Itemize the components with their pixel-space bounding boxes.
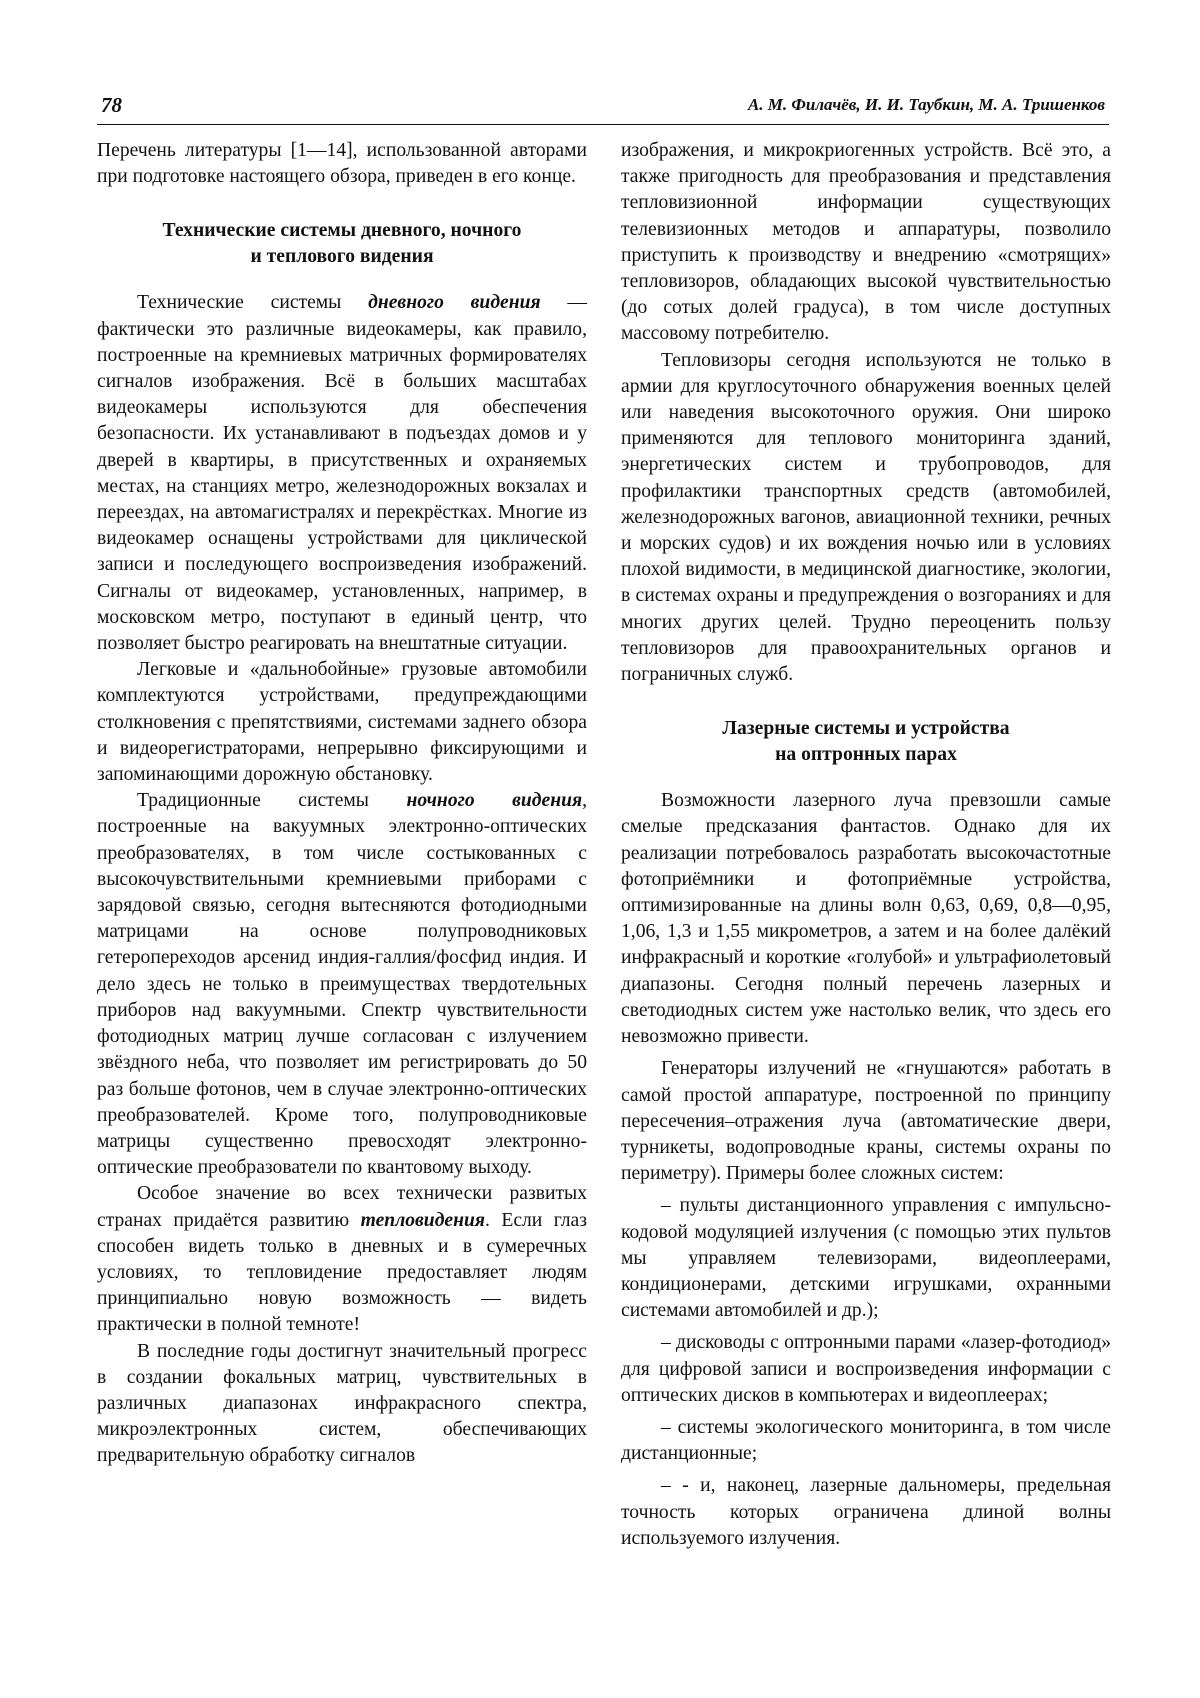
list-item: – системы экологического мониторинга, в том числе дистанционные; [621,1416,1111,1465]
paragraph-progress: В последние годы достигнут значительный прогресс в создании фокальных матриц, чувствительных в различных диапазонах инфракрасного спектра, микроэлектронных систем, обеспечивающих предварительную обработку сигналов [97,1340,587,1467]
list-item: – дисководы с оптронными парами «лазер-фотодиод» для цифровой записи и воспроизведения информации с оптических дисков в компьютерах и видеоплеерах; [621,1332,1111,1406]
section-title-line: Лазерные системы и устройства [722,718,1010,740]
list-item: – пульты дистанционного управления с импульсно-кодовой модуляцией излучения (с помощью этих пультов мы управляем телевизорами, видеоплеерами, кондиционерами, детскими игрушками, охранными системами автомобилей и др.); [621,1195,1111,1322]
section-title-line: на оптронных парах [775,744,957,766]
section-title-vision-systems [97,218,587,270]
paragraph-thermal-imagers: Тепловизоры сегодня используются не только в армии для круглосуточного обнаружения военных целей или наведения высокоточного оружия. Они широко применяются для теплового мониторинга зданий, энергетических систем и трубопроводов, для профилактики транспортных средств (автомобилей, железнодорожных вагонов, авиационной техники, речных и морских судов) и их вождения ночью или в условиях плохой видимости, в медицинской диагностике, экологии, в системах охраны и предупреждения о возгораниях и для многих других целей. Трудно переоценить пользу тепловизоров для правоохранительных органов и пограничных служб. [621,349,1111,686]
header-rule [97,124,1109,125]
paragraph-vehicles: Легковые и «дальнобойные» грузовые автомобили комплектуются устройствами, предупреждающими столкновения с препятствиями, системами заднего обзора и видеорегистраторами, непрерывно фиксирующими и запоминающими дорожную обстановку. [97,659,587,786]
left-column [97,138,587,1470]
paragraph-thermal-vision: Особое значение во всех технически развитых странах придаётся развитию тепловидения. Если глаз способен видеть только в дневных и в сумеречных условиях, то тепловидение предоставляет людям принципиально новую возможность — видеть практически в полной темноте! [97,1183,587,1336]
right-column [621,138,1111,1552]
section-title-line: Технические системы дневного, ночного [162,220,522,242]
term-thermal-vision: тепловидения [360,1209,485,1231]
paragraph-generators: Генераторы излучений не «гнушаются» работать в самой простой аппаратуре, построенной по принципу пересечения–отражения луча (автоматические двери, турникеты, водопроводные краны, системы охраны по периметру). Примеры более сложных систем: [621,1058,1111,1185]
intro-paragraph: Перечень литературы [1—14], использованной авторами при подготовке настоящего обзора, приведен в его конце. [97,140,587,188]
running-head-authors: А. М. Филачёв, И. И. Таубкин, М. А. Тришенков [747,95,1105,114]
paragraph-continuation: изображения, и микрокриогенных устройств. Всё это, а также пригодность для преобразования и представления тепловизионной информации существующих телевизионных методов и аппаратуры, позволило приступить к производству и внедрению «смотрящих» тепловизоров, обладающих высокой чувствительностью (до сотых долей градуса), в том числе доступных массовому потребителю. [621,140,1111,345]
list-item: – - и, наконец, лазерные дальномеры, предельная точность которых ограничена длиной волны используемого излучения. [621,1475,1111,1549]
paragraph-day-vision: Технические системы дневного видения — фактически это различные видеокамеры, как правило, построенные на кремниевых матричных формирователях сигналов изображения. Всё в больших масштабах видеокамеры используются для обеспечения безопасности. Их устанавливают в подъездах домов и у дверей в квартиры, в присутственных и охраняемых местах, на станциях метро, железнодорожных вокзалах и переездах, на автомагистралях и перекрёстках. Многие из видеокамер оснащены устройствами для циклической записи и последующего воспроизведения изображений. Сигналы от видеокамер, установленных, например, в московском метро, поступают в единый центр, что позволяет быстро реагировать на внештатные ситуации. [97,292,587,655]
section-title-line: и теплового видения [250,246,434,268]
page-number: 78 [101,93,122,117]
section-title-laser-systems [621,716,1111,768]
paragraph-laser-possibilities: Возможности лазерного луча превзошли самые смелые предсказания фантастов. Однако для их реализации потребовалось разработать высокочастотные фотоприёмники и фотоприёмные устройства, оптимизированные на длины волн 0,63, 0,69, 0,8—0,95, 1,06, 1,3 и 1,55 микрометров, а затем и на более далёкий инфракрасный и короткие «голубой» и ультрафиолетовый диапазоны. Сегодня полный перечень лазерных и светодиодных систем уже настолько велик, что здесь его невозможно привести. [621,790,1111,1048]
term-day-vision: дневного видения [368,292,541,314]
term-night-vision: ночного видения [406,790,583,812]
page-header [97,93,1109,123]
paragraph-night-vision: Традиционные системы ночного видения, построенные на вакуумных электронно-оптических преобразователях, в том числе состыкованных с высокочувствительными кремниевыми приборами с зарядовой связью, сегодня вытесняются фотодиодными матрицами на основе полупроводниковых гетеропереходов арсенид индия-галлия/фосфид индия. И дело здесь не только в преимуществах твердотельных приборов над вакуумными. Спектр чувствительности фотодиодных матриц лучше согласован с излучением звёздного неба, что позволяет им регистрировать до 50 раз больше фотонов, чем в случае электронно-оптических преобразователей. Кроме того, полупроводниковые матрицы существенно превосходят электронно-оптические преобразователи по квантовому выходу. [97,790,587,1179]
